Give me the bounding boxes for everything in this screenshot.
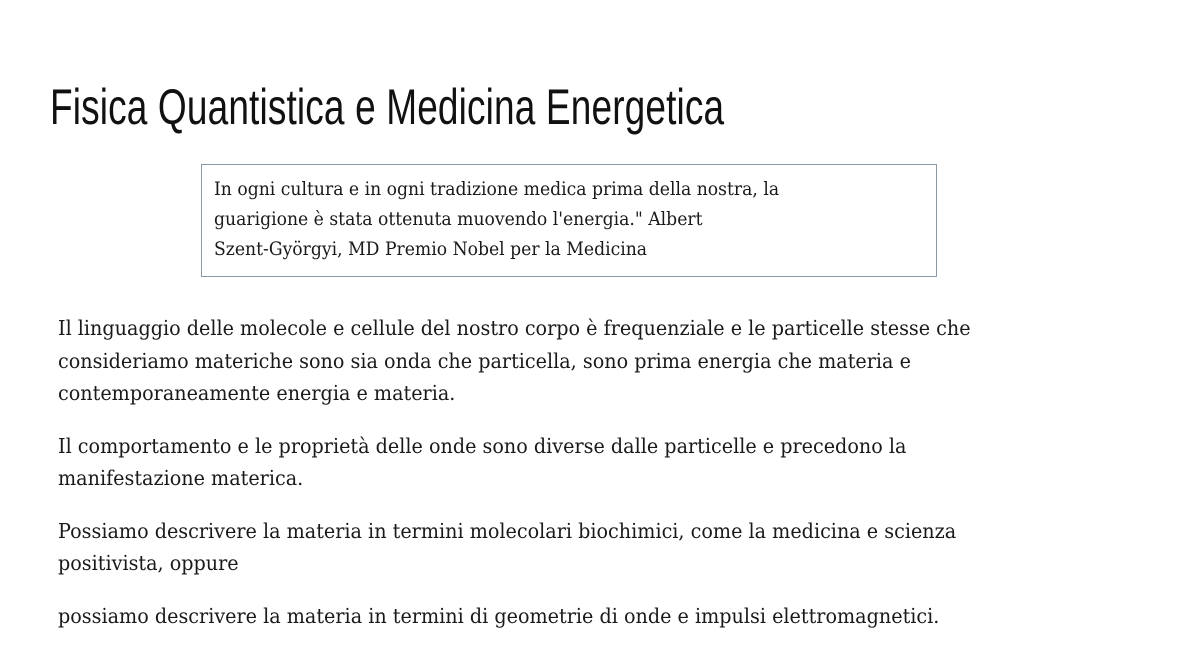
- quote-box: [201, 164, 937, 277]
- paragraph-4: [58, 600, 1133, 633]
- quote-text: [214, 175, 865, 265]
- paragraph-1: [58, 312, 1133, 410]
- paragraph-line: manifestazione materica.: [58, 466, 304, 490]
- quote-line: guarigione è stata ottenuta muovendo l'energia." Albert: [214, 209, 703, 230]
- page-title: Fisica Quantistica e Medicina Energetica: [50, 79, 725, 135]
- paragraph-3: [58, 515, 1133, 580]
- paragraph-line: contemporaneamente energia e materia.: [58, 381, 456, 405]
- body-text: [58, 312, 1138, 652]
- paragraph-line: possiamo descrivere la materia in termini di geometrie di onde e impulsi elettromagnetici.: [58, 603, 940, 628]
- paragraph-line: consideriamo materiche sono sia onda che particella, sono prima energia che materia e: [58, 348, 911, 373]
- quote-line: In ogni cultura e in ogni tradizione medica prima della nostra, la: [214, 179, 780, 200]
- paragraph-line: Il comportamento e le proprietà delle onde sono diverse dalle particelle e precedono la: [58, 433, 907, 458]
- paragraph-line: Possiamo descrivere la materia in termini molecolari biochimici, come la medicina e scienza: [58, 518, 957, 543]
- paragraph-line: positivista, oppure: [58, 551, 239, 575]
- paragraph-2: [58, 430, 1133, 495]
- paragraph-line: Il linguaggio delle molecole e cellule del nostro corpo è frequenziale e le particelle stesse che: [58, 316, 971, 340]
- quote-line: Szent-Györgyi, MD Premio Nobel per la Medicina: [214, 239, 648, 260]
